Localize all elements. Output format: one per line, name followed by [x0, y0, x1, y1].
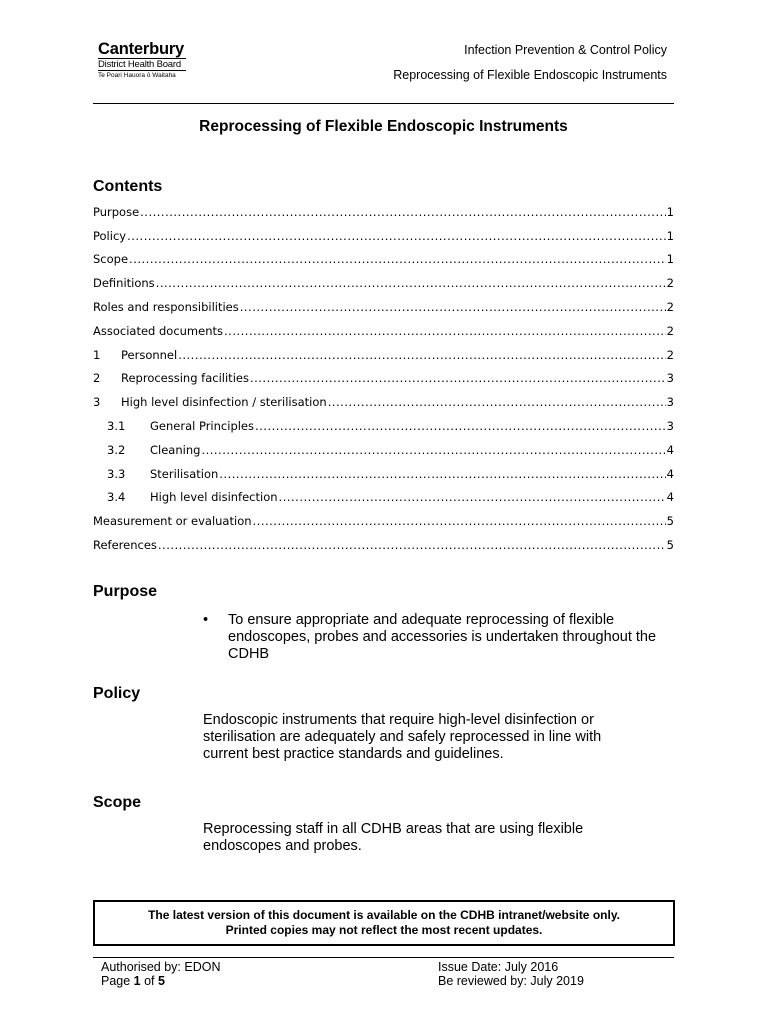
toc-entry-label: Purpose	[93, 204, 140, 219]
toc-dot-leader	[219, 467, 665, 481]
toc-entry-page: 3	[666, 371, 674, 386]
toc-entry[interactable]	[93, 319, 674, 343]
toc-dot-leader	[127, 229, 666, 243]
toc-entry-label: General Principles	[150, 419, 254, 434]
toc-dot-leader	[250, 371, 666, 385]
toc-entry[interactable]	[93, 224, 674, 248]
toc-entry-label: Scope	[93, 252, 129, 267]
footer-divider	[93, 957, 674, 958]
toc-dot-leader	[255, 419, 666, 433]
toc-entry-label: Personnel	[121, 347, 178, 362]
toc-entry[interactable]	[93, 533, 674, 557]
header-policy-type: Infection Prevention & Control Policy	[464, 43, 667, 57]
toc-dot-leader	[129, 252, 666, 266]
footer-page-number	[101, 974, 165, 989]
policy-text: Endoscopic instruments that require high-level disinfection or sterilisation are adequately and safely reprocessed in line with current best practice standards and guidelines.	[203, 712, 602, 762]
toc-entry-page: 3	[666, 395, 674, 410]
document-title: Reprocessing of Flexible Endoscopic Instruments	[199, 118, 568, 135]
toc-entry-page: 1	[666, 252, 674, 267]
toc-entry-label: Definitions	[93, 276, 155, 291]
version-notice	[93, 900, 675, 946]
toc-entry[interactable]	[93, 390, 674, 414]
toc-entry[interactable]	[93, 462, 674, 486]
purpose-heading: Purpose	[93, 583, 158, 600]
scope-text: Reprocessing staff in all CDHB areas that are using flexible endoscopes and probes.	[203, 821, 584, 854]
header-doc-name: Reprocessing of Flexible Endoscopic Instruments	[393, 68, 667, 82]
toc-entry-label: Policy	[93, 228, 127, 243]
toc-dot-leader	[253, 514, 666, 528]
toc-entry-number: 3.4	[107, 490, 126, 505]
toc-entry-label: Associated documents	[93, 323, 224, 338]
toc-entry-label: Cleaning	[150, 442, 201, 457]
page-prefix: Page	[101, 974, 134, 988]
logo-subtitle: District Health Board	[98, 58, 186, 71]
toc-entry-number: 3.3	[107, 466, 126, 481]
purpose-bullet: •	[203, 612, 209, 628]
toc-entry[interactable]	[93, 414, 674, 438]
toc-entry-page: 2	[666, 347, 674, 362]
toc-dot-leader	[328, 395, 666, 409]
toc-entry-page: 4	[666, 466, 674, 481]
toc-entry-number: 3.1	[107, 419, 126, 434]
toc-entry-number: 1	[93, 347, 101, 362]
footer-issue-date: Issue Date: July 2016	[438, 960, 559, 974]
toc-dot-leader	[140, 205, 666, 219]
toc-dot-leader	[156, 276, 666, 290]
toc-entry-page: 2	[666, 276, 674, 291]
toc-entry-page: 2	[666, 300, 674, 315]
table-of-contents	[93, 200, 674, 557]
toc-entry[interactable]	[93, 367, 674, 391]
toc-entry-label: High level disinfection / sterilisation	[121, 395, 327, 410]
toc-dot-leader	[279, 490, 666, 504]
toc-entry[interactable]	[93, 438, 674, 462]
toc-entry-page: 5	[666, 538, 674, 553]
policy-heading: Policy	[93, 685, 141, 702]
toc-entry[interactable]	[93, 295, 674, 319]
page-total: 5	[158, 974, 165, 988]
toc-entry-page: 1	[666, 228, 674, 243]
toc-dot-leader	[224, 324, 666, 338]
toc-dot-leader	[178, 348, 665, 362]
toc-entry-label: Roles and responsibilities	[93, 300, 239, 315]
toc-dot-leader	[240, 300, 666, 314]
page-of: of	[140, 974, 158, 988]
footer-authorised: Authorised by: EDON	[101, 960, 221, 974]
purpose-text: To ensure appropriate and adequate reprocessing of flexible endoscopes, probes and accessories is undertaken throughout the CDHB	[228, 612, 657, 662]
toc-entry[interactable]	[93, 248, 674, 272]
logo-maori-name: Te Poari Hauora ō Waitaha	[98, 72, 176, 79]
toc-entry[interactable]	[93, 200, 674, 224]
toc-entry-label: Reprocessing facilities	[121, 371, 249, 386]
toc-entry[interactable]	[93, 271, 674, 295]
toc-entry-page: 4	[666, 442, 674, 457]
logo-name: Canterbury	[98, 40, 185, 58]
contents-heading: Contents	[93, 178, 163, 195]
footer-review-date: Be reviewed by: July 2019	[438, 974, 584, 988]
page-current: 1	[133, 974, 141, 988]
toc-entry-number: 2	[93, 371, 101, 386]
notice-line-1: The latest version of this document is available on the CDHB intranet/website only.	[148, 908, 620, 922]
toc-dot-leader	[158, 538, 666, 552]
toc-entry-page: 3	[666, 419, 674, 434]
cdhb-logo	[98, 41, 186, 80]
toc-entry-label: References	[93, 538, 157, 553]
toc-entry-number: 3	[93, 395, 101, 410]
scope-heading: Scope	[93, 794, 142, 811]
toc-entry-label: Measurement or evaluation	[93, 514, 252, 529]
toc-entry-label: Sterilisation	[150, 466, 219, 481]
toc-entry-page: 1	[666, 204, 674, 219]
toc-entry[interactable]	[93, 343, 674, 367]
header-divider	[93, 103, 674, 104]
toc-entry-number: 3.2	[107, 442, 126, 457]
toc-entry[interactable]	[93, 486, 674, 510]
toc-entry-label: High level disinfection	[150, 490, 278, 505]
toc-entry-page: 5	[666, 514, 674, 529]
toc-entry-page: 2	[666, 323, 674, 338]
notice-line-2: Printed copies may not reflect the most recent updates.	[225, 923, 543, 937]
toc-dot-leader	[201, 443, 665, 457]
toc-entry[interactable]	[93, 509, 674, 533]
toc-entry-page: 4	[666, 490, 674, 505]
